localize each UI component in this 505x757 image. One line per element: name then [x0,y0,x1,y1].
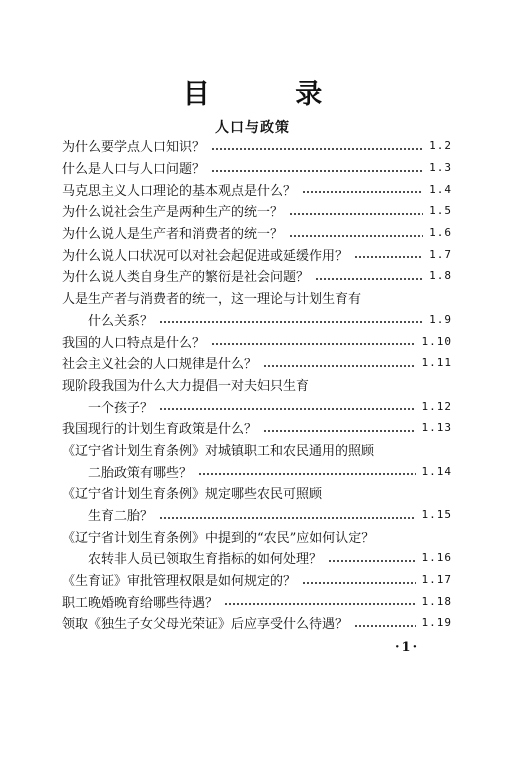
table-of-contents [62,135,452,634]
toc-entry-page: 1.19 [421,616,452,630]
toc-entry-page: 1.11 [421,356,452,370]
toc-entry-page: 1.5 [429,204,452,218]
toc-entry [62,287,452,309]
toc-entry-text: 《生育证》审批管理权限是如何规定的？ [62,574,297,590]
dot-leader [289,213,423,215]
toc-entry [62,395,452,417]
toc-entry [62,547,452,569]
toc-entry-page: 1.3 [429,161,452,175]
toc-entry-page: 1.6 [429,226,452,240]
toc-entry-page: 1.12 [421,399,452,413]
toc-entry-page: 1.9 [429,312,452,326]
toc-entry-text: 一个孩子？ [88,400,154,416]
toc-entry-page: 1.10 [421,334,452,348]
toc-entry [62,504,452,526]
toc-entry-text: 社会主义社会的人口规律是什么？ [62,357,258,373]
dot-leader [224,603,415,605]
toc-entry [62,178,452,200]
dot-leader [302,582,415,584]
toc-entry [62,157,452,179]
page-number: ·1· [395,640,420,655]
toc-entry-page: 1.4 [429,182,452,196]
dot-leader [354,625,415,627]
toc-entry-text: 农转非人员已领取生育指标的如何处理？ [88,552,323,568]
dot-leader [354,256,423,258]
toc-entry-text: 人是生产者与消费者的统一，这一理论与计划生育有 [62,292,362,308]
toc-entry-text: 什么关系？ [88,313,154,329]
dot-leader [211,170,423,172]
toc-entry-text: 职工晚婚晚育给哪些待遇？ [62,595,219,611]
toc-entry [62,200,452,222]
toc-entry [62,612,452,634]
toc-entry-text: 现阶段我国为什么大力提倡一对夫妇只生育 [62,378,310,394]
toc-entry-page: 1.8 [429,269,452,283]
toc-entry [62,569,452,591]
toc-entry [62,374,452,396]
toc-entry-page: 1.2 [429,139,452,153]
toc-entry-text: 为什么说社会生产是两种生产的统一？ [62,205,284,221]
dot-leader [263,365,415,367]
dot-leader [328,560,415,562]
toc-entry [62,352,452,374]
toc-entry-page: 1.14 [421,464,452,478]
dot-leader [211,148,423,150]
toc-entry [62,417,452,439]
toc-entry [62,309,452,331]
dot-leader [159,408,415,410]
toc-entry-text: 《辽宁省计划生育条例》对城镇职工和农民通用的照顾 [62,443,375,459]
dot-leader [211,343,415,345]
dot-leader [315,278,423,280]
dot-leader [198,473,415,475]
toc-entry-text: 为什么说人是生产者和消费者的统一？ [62,227,284,243]
toc-entry-text: 什么是人口与人口问题？ [62,162,206,178]
section-heading: 人口与政策 [215,120,290,136]
toc-entry [62,135,452,157]
dot-leader [159,517,415,519]
toc-entry-text: 生育二胎？ [88,509,154,525]
toc-entry-page: 1.15 [421,508,452,522]
page-title: 目 录 [182,79,361,110]
toc-entry-page: 1.18 [421,594,452,608]
toc-entry-page: 1.17 [421,573,452,587]
dot-leader [302,191,423,193]
toc-entry [62,330,452,352]
toc-entry-text: 为什么要学点人口知识？ [62,140,206,156]
toc-entry [62,243,452,265]
toc-entry-text: 为什么说人口状况可以对社会起促进或延缓作用？ [62,248,349,264]
toc-entry [62,590,452,612]
dot-leader [263,430,415,432]
toc-entry-text: 二胎政策有哪些？ [88,465,193,481]
toc-entry-page: 1.16 [421,551,452,565]
toc-entry-text: 为什么说人类自身生产的繁衍是社会问题？ [62,270,310,286]
toc-entry-text: 我国现行的计划生育政策是什么？ [62,422,258,438]
toc-entry [62,222,452,244]
toc-entry-page: 1.13 [421,421,452,435]
toc-entry [62,525,452,547]
dot-leader [289,235,423,237]
toc-entry [62,439,452,461]
toc-entry [62,482,452,504]
toc-entry-page: 1.7 [429,247,452,261]
toc-entry-text: 领取《独生子女父母光荣证》后应享受什么待遇？ [62,617,349,633]
toc-entry-text: 《辽宁省计划生育条例》中提到的“农民”应如何认定？ [62,530,375,546]
toc-entry-text: 马克思主义人口理论的基本观点是什么？ [62,183,297,199]
toc-entry [62,265,452,287]
toc-entry-text: 《辽宁省计划生育条例》规定哪些农民可照顾 [62,487,323,503]
toc-entry-text: 我国的人口特点是什么？ [62,335,206,351]
dot-leader [159,321,423,323]
toc-entry [62,460,452,482]
